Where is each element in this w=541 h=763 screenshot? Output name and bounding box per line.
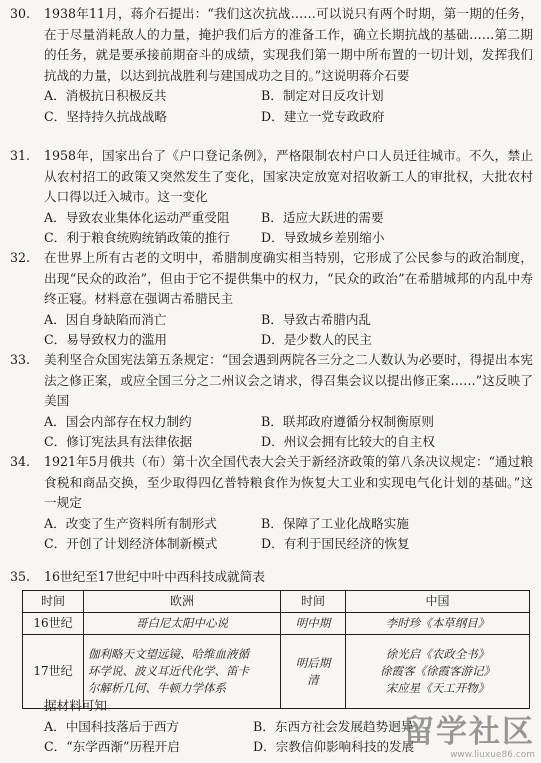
time-line: 清 [307, 672, 319, 687]
table-cell: 明中期 [281, 613, 346, 635]
table-header: 中国 [346, 591, 530, 613]
question-stem: 1921年5月俄共（布）第十次全国代表大会关于新经济政策的第八条决议规定：“通过粮食税和商品交换，至少取得四亿普特粮食作为恢复大工业和实现电气化计划的基础。”这一规定 [44, 454, 533, 510]
watermark-url: www.liuxue86.com [450, 750, 535, 760]
question-number: 30. [10, 6, 31, 21]
question-stem: 1958年，国家出台了《户口登记条例》，严格限制农村户口人员迁往城市。不久，禁止从农村招工的政策又突然发生了变化，国家决定放宽对招收新工人的审批权，大批农村人口得以迁入城市。这一变化 [44, 148, 533, 204]
option-a: A．因自身缺陷而消亡 [44, 311, 167, 327]
question-35 [8, 567, 533, 588]
china-line: 徐光启《农政全书》 [385, 647, 490, 661]
question-32 [8, 248, 533, 351]
option-c: C．利于粮食统购统销政策的推行 [44, 230, 230, 245]
europe-line: 尔解析几何、牛顿力学体系 [88, 681, 226, 695]
europe-line: 伽利略天文望远镜、哈维血液循 [88, 647, 249, 661]
option-c: C．坚持持久抗战战略 [44, 108, 167, 124]
option-b: B．保障了工业化战略实施 [261, 515, 409, 531]
table-header: 欧洲 [84, 591, 281, 613]
table-header-row [23, 591, 530, 613]
question-stem: 美利坚合众国宪法第五条规定：“国会遇到两院各三分之二人数认为必要时，得提出本宪法之修正案，或应全国三分之二州议会之请求，得召集会议以提出修正案……”这反映了美国 [44, 352, 533, 408]
option-c: C．“东学西渐”历程开启 [44, 739, 180, 754]
watermark [403, 714, 535, 761]
option-a: A．中国科技落后于西方 [44, 718, 180, 734]
option-d: D．是少数人的民主 [261, 332, 372, 347]
question-number: 34. [10, 454, 31, 469]
europe-line: 环学说、波义耳近代化学、笛卡 [88, 664, 249, 678]
question-number: 32. [10, 250, 31, 265]
science-achievement-table [22, 590, 530, 709]
question-33 [8, 350, 533, 453]
question-31 [8, 146, 533, 249]
question-number: 35. [10, 569, 31, 584]
table-header: 时间 [23, 591, 84, 613]
table-row [23, 613, 530, 635]
option-c: C．修订宪法具有法律依据 [44, 434, 193, 449]
option-a: A．国会内部存在权力制约 [44, 413, 192, 429]
table-caption: 16世纪至17世纪中叶中西科技成就简表 [44, 569, 265, 584]
china-line: 宋应星《天工开物》 [385, 681, 490, 695]
lead-in: 据材料可知 [44, 698, 107, 713]
option-d: D．州议会拥有比较大的自主权 [261, 434, 435, 449]
option-b: B．适应大跃进的需要 [261, 209, 384, 225]
option-b: B．导致古希腊内乱 [261, 311, 372, 327]
option-b: B．制定对日反攻计划 [261, 88, 384, 103]
option-d: D．建立一党专政政府 [261, 108, 385, 124]
question-number: 33. [10, 352, 31, 367]
time-line: 明后期 [295, 655, 331, 670]
option-a: A．消极抗日积极反共 [44, 88, 167, 103]
question-34 [8, 452, 533, 555]
option-d: D．有利于国民经济的恢复 [261, 536, 410, 551]
option-b: B．东西方社会发展趋势迥异 [253, 718, 414, 734]
option-b: B．联邦政府遵循分权制衡原则 [261, 413, 434, 429]
option-d: D．导致城乡差别缩小 [261, 230, 385, 245]
question-30 [8, 4, 533, 127]
table-cell: 16世纪 [23, 613, 84, 635]
table-cell: 17世纪 [23, 635, 84, 709]
option-a: A．导致农业集体化运动严重受阻 [44, 209, 230, 225]
option-c: C．易导致权力的滥用 [44, 332, 167, 347]
option-a: A．改变了生产资料所有制形式 [44, 515, 217, 531]
table-cell: 哥白尼太阳中心说 [84, 613, 281, 635]
table-cell: 李时珍《本草纲目》 [346, 613, 530, 635]
option-d: D．宗教信仰影响科技的发展 [253, 739, 415, 754]
question-stem: 在世界上所有古老的文明中，希腊制度确实相当特别，它形成了公民参与的政治制度，出现“民众的政治”，但由于它不提供集中的权力，“民众的政治”在希腊城邦的内乱中寿终正寝。材料意在强调古希腊民主 [44, 250, 533, 306]
question-number: 31. [10, 148, 31, 163]
table-header: 时间 [281, 591, 346, 613]
watermark-logo-text: 留学社区 [403, 714, 535, 750]
question-stem: 1938年11月，蒋介石提出：“我们这次抗战……可以说只有两个时期，第一期的任务，在于尽量消耗敌人的力量，掩护我们后方的准备工作，确立长期抗战的基础……第二期的任务，就是要承接前期奋斗的成绩，实现我们第一期中所布置的一切计划，发挥我们抗战的力量，以达到抗战胜利与建国成功之目的。”这说明蒋介石要 [44, 6, 533, 83]
option-c: C．开创了计划经济体制新模式 [44, 536, 218, 551]
china-line: 徐霞客《徐霞客游记》 [380, 664, 495, 678]
